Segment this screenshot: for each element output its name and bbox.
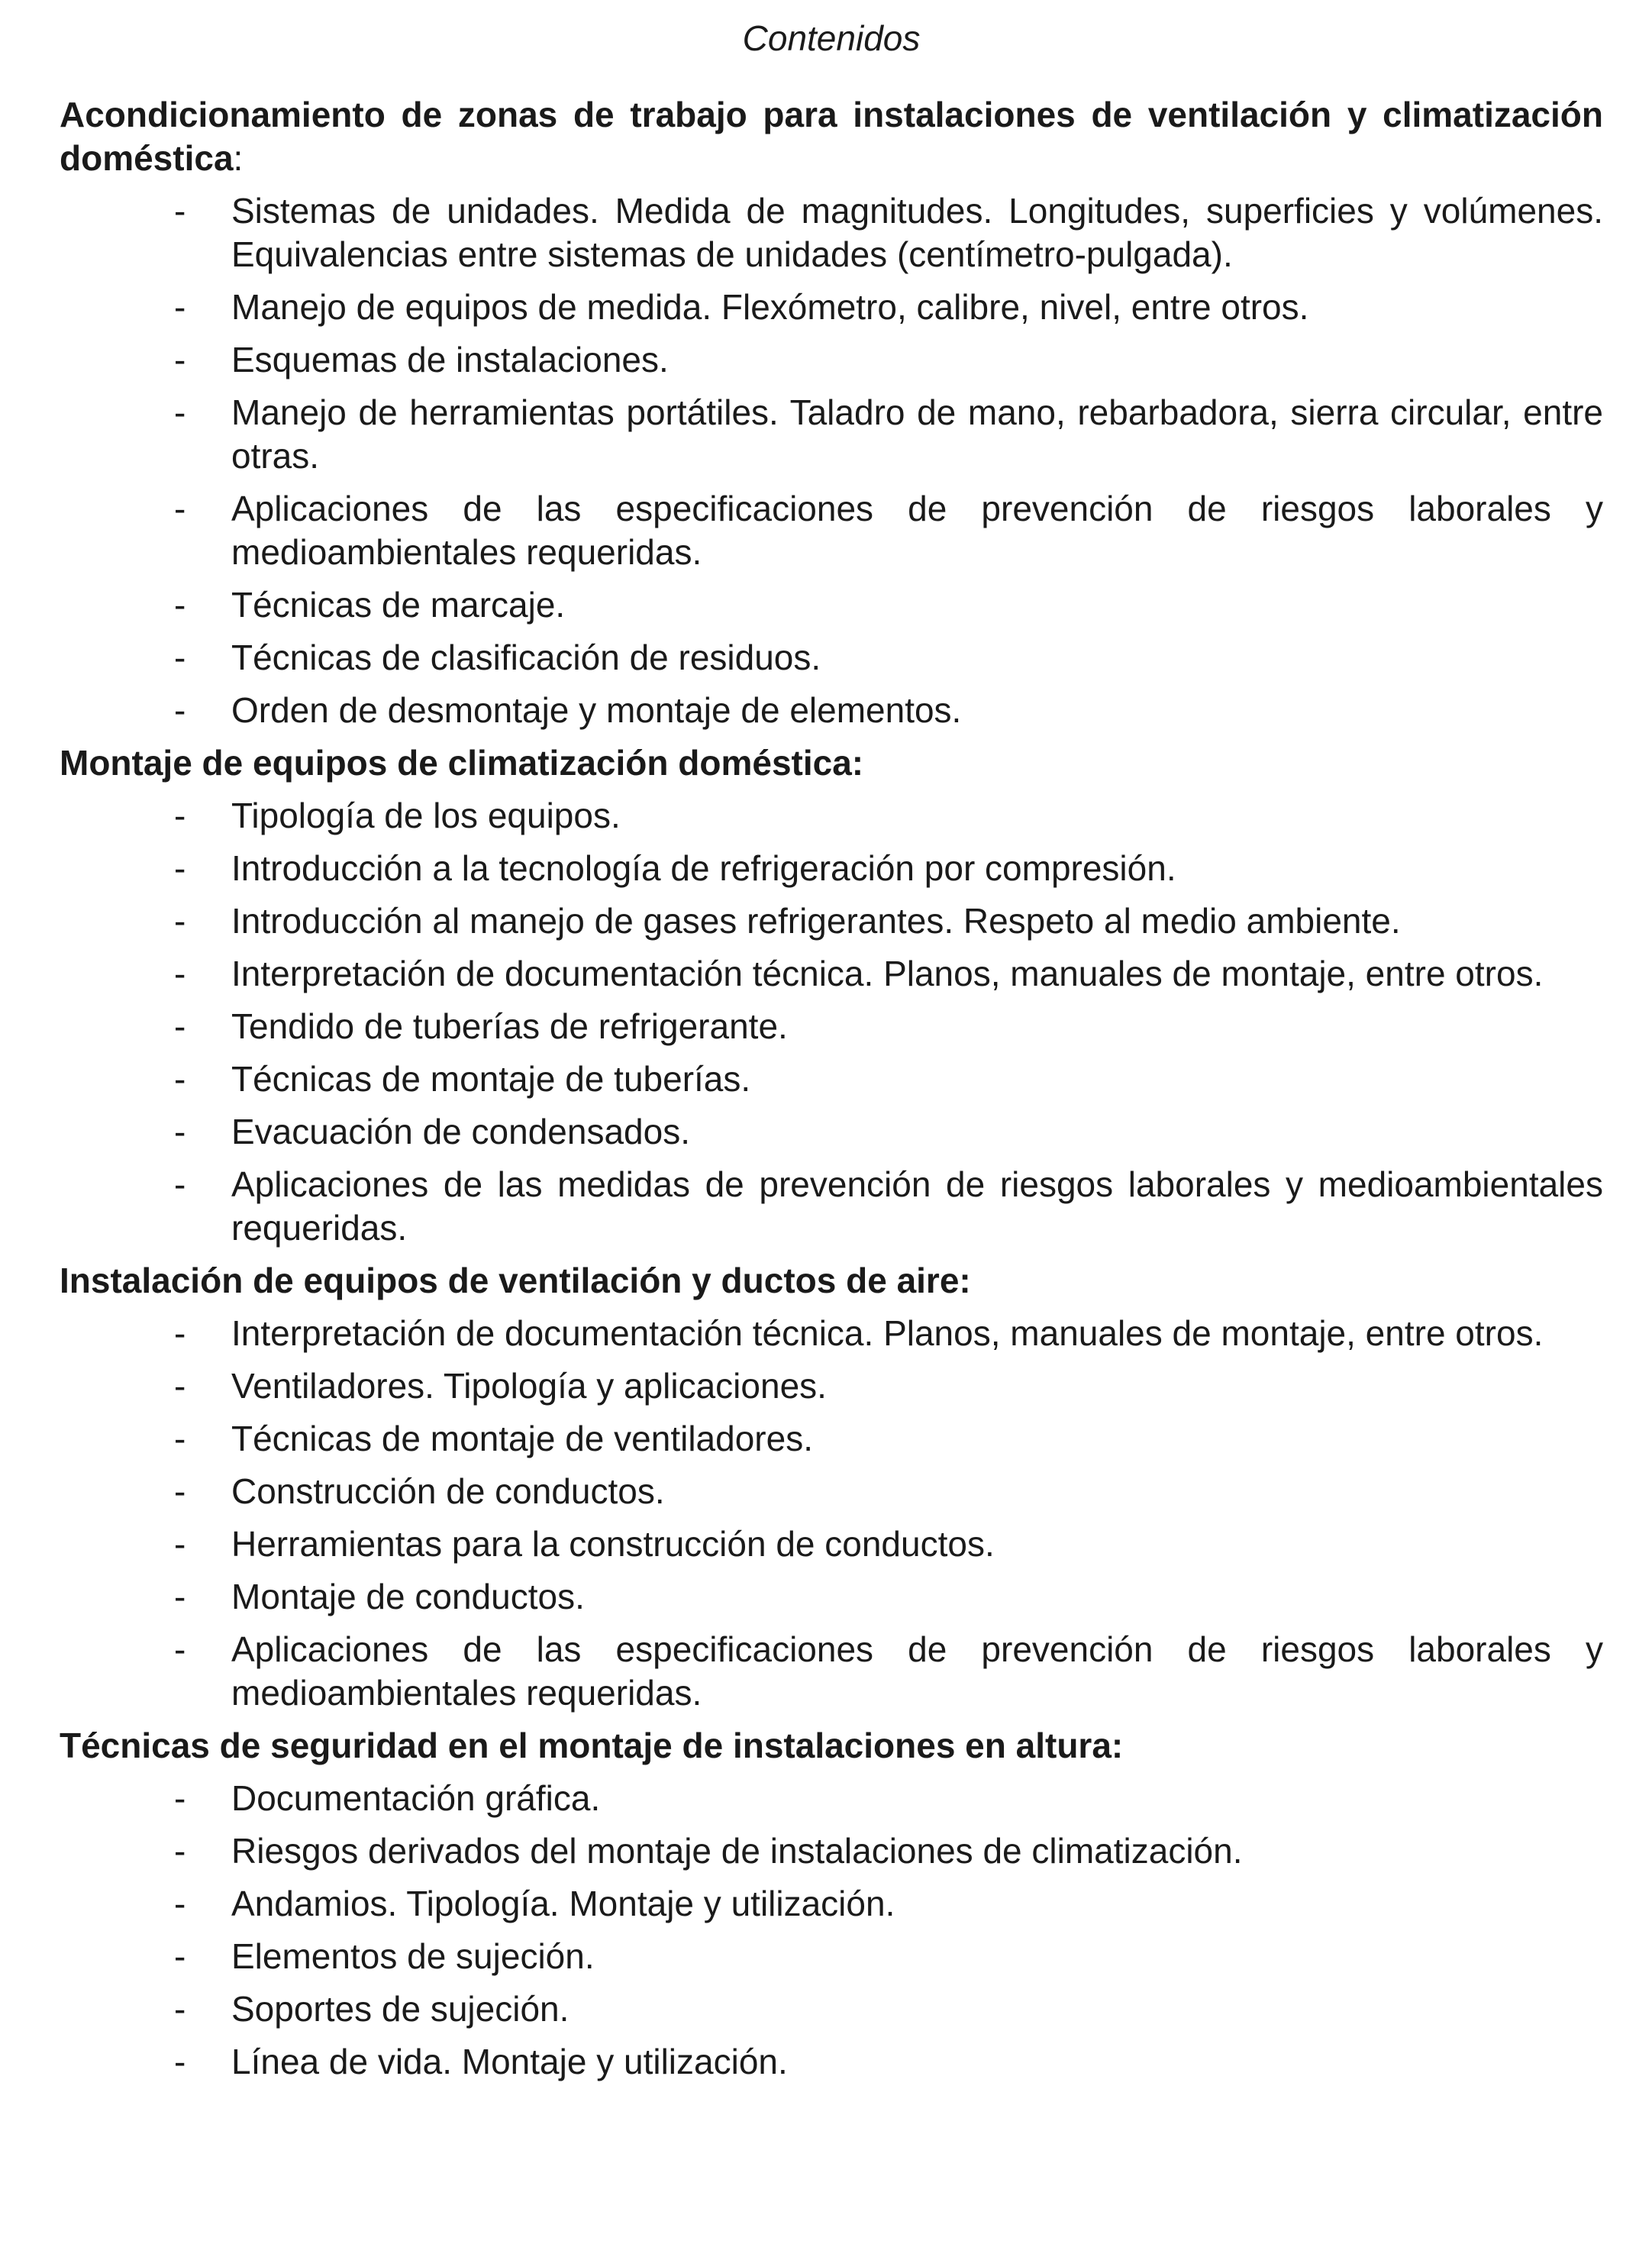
list-item-text: Ventiladores. Tipología y aplicaciones. <box>231 1366 827 1406</box>
list-item <box>60 1777 1603 1820</box>
list-bullet: - <box>174 340 186 379</box>
list-bullet: - <box>174 848 186 888</box>
list-item-text: Tendido de tuberías de refrigerante. <box>231 1006 788 1046</box>
list-item-text: Orden de desmontaje y montaje de elementos. <box>231 690 962 730</box>
list-item <box>60 899 1603 943</box>
section-heading-colon: : <box>959 1261 971 1300</box>
list-item-text: Riesgos derivados del montaje de instalaciones de climatización. <box>231 1831 1243 1871</box>
page-title: Contenidos <box>742 18 921 58</box>
list-bullet: - <box>174 1059 186 1099</box>
list-item-text: Aplicaciones de las medidas de prevención de riesgos laborales y medioambientales requeridas. <box>231 1164 1603 1248</box>
list-bullet: - <box>174 1471 186 1511</box>
list-item <box>60 1312 1603 1355</box>
list-item-text: Aplicaciones de las especificaciones de prevención de riesgos laborales y medioambientales requeridas. <box>231 1629 1603 1713</box>
list-item <box>60 1163 1603 1250</box>
section <box>60 741 1603 1250</box>
list-item <box>60 1110 1603 1154</box>
section <box>60 1259 1603 1715</box>
list-item <box>60 689 1603 732</box>
list-bullet: - <box>174 954 186 993</box>
list-item <box>60 1628 1603 1715</box>
list-item-text: Evacuación de condensados. <box>231 1112 690 1151</box>
list-item-text: Línea de vida. Montaje y utilización. <box>231 2042 788 2081</box>
list-bullet: - <box>174 489 186 528</box>
list-bullet: - <box>174 1778 186 1818</box>
list-item-text: Montaje de conductos. <box>231 1577 585 1616</box>
list-item <box>60 583 1603 627</box>
list-bullet: - <box>174 1577 186 1616</box>
list-item <box>60 1417 1603 1461</box>
list-item <box>60 794 1603 838</box>
list-bullet: - <box>174 690 186 730</box>
list-item <box>60 1470 1603 1513</box>
section-heading-text: Técnicas de seguridad en el montaje de instalaciones en altura <box>60 1726 1112 1765</box>
list-item-text: Interpretación de documentación técnica. Planos, manuales de montaje, entre otros. <box>231 954 1544 993</box>
list-item <box>60 1575 1603 1619</box>
list-item-text: Técnicas de montaje de ventiladores. <box>231 1419 813 1458</box>
list-bullet: - <box>174 1524 186 1564</box>
list-item-text: Sistemas de unidades. Medida de magnitudes. Longitudes, superficies y volúmenes. Equivalencias entre sistemas de unidades (centímetro-pulgada). <box>231 191 1603 274</box>
list-item <box>60 1364 1603 1408</box>
list-item <box>60 847 1603 890</box>
list-bullet: - <box>174 1419 186 1458</box>
sections-container <box>60 93 1603 2084</box>
section-heading-colon: : <box>851 743 864 783</box>
list-item-text: Técnicas de marcaje. <box>231 585 566 625</box>
list-item <box>60 286 1603 329</box>
section-heading-text: Acondicionamiento de zonas de trabajo para instalaciones de ventilación y climatización doméstica <box>60 95 1603 178</box>
list-item-text: Aplicaciones de las especificaciones de prevención de riesgos laborales y medioambientales requeridas. <box>231 489 1603 572</box>
document-page <box>60 0 1603 2084</box>
list-item <box>60 338 1603 382</box>
list-item <box>60 1005 1603 1048</box>
list-item-text: Técnicas de montaje de tuberías. <box>231 1059 751 1099</box>
list-item <box>60 1935 1603 1978</box>
list-bullet: - <box>174 796 186 835</box>
list-bullet: - <box>174 191 186 231</box>
list-bullet: - <box>174 1112 186 1151</box>
list-bullet: - <box>174 1831 186 1871</box>
list-item <box>60 487 1603 574</box>
list-item <box>60 636 1603 680</box>
section-heading <box>60 741 1603 785</box>
list-bullet: - <box>174 287 186 327</box>
list-item <box>60 952 1603 996</box>
section-heading-text: Montaje de equipos de climatización doméstica <box>60 743 852 783</box>
list-item <box>60 1829 1603 1873</box>
list-item-text: Herramientas para la construcción de conductos. <box>231 1524 995 1564</box>
list-bullet: - <box>174 638 186 677</box>
section-heading <box>60 1724 1603 1768</box>
list-item <box>60 2040 1603 2084</box>
content-list <box>60 1312 1603 1715</box>
list-item-text: Manejo de equipos de medida. Flexómetro, calibre, nivel, entre otros. <box>231 287 1309 327</box>
list-item <box>60 1057 1603 1101</box>
list-item-text: Interpretación de documentación técnica. Planos, manuales de montaje, entre otros. <box>231 1313 1544 1353</box>
list-bullet: - <box>174 392 186 432</box>
list-bullet: - <box>174 585 186 625</box>
section-heading-text: Instalación de equipos de ventilación y ductos de aire <box>60 1261 960 1300</box>
section-heading <box>60 93 1603 180</box>
section-heading-colon: : <box>1111 1726 1124 1765</box>
list-item <box>60 189 1603 276</box>
list-bullet: - <box>174 2042 186 2081</box>
list-item-text: Introducción al manejo de gases refrigerantes. Respeto al medio ambiente. <box>231 901 1401 941</box>
content-list <box>60 794 1603 1250</box>
list-item-text: Introducción a la tecnología de refrigeración por compresión. <box>231 848 1176 888</box>
list-bullet: - <box>174 1006 186 1046</box>
list-item-text: Manejo de herramientas portátiles. Taladro de mano, rebarbadora, sierra circular, entre otras. <box>231 392 1603 476</box>
list-item-text: Tipología de los equipos. <box>231 796 621 835</box>
list-bullet: - <box>174 1313 186 1353</box>
list-bullet: - <box>174 1989 186 2029</box>
list-bullet: - <box>174 901 186 941</box>
list-item-text: Soportes de sujeción. <box>231 1989 569 2029</box>
section-heading-colon: : <box>233 138 244 178</box>
list-bullet: - <box>174 1936 186 1976</box>
list-item-text: Esquemas de instalaciones. <box>231 340 669 379</box>
list-item <box>60 1987 1603 2031</box>
list-bullet: - <box>174 1366 186 1406</box>
list-item <box>60 1882 1603 1926</box>
content-list <box>60 189 1603 732</box>
list-item <box>60 1522 1603 1566</box>
list-bullet: - <box>174 1629 186 1669</box>
list-item-text: Técnicas de clasificación de residuos. <box>231 638 821 677</box>
list-item-text: Documentación gráfica. <box>231 1778 601 1818</box>
list-item <box>60 391 1603 478</box>
section <box>60 93 1603 732</box>
list-item-text: Andamios. Tipología. Montaje y utilización. <box>231 1884 895 1923</box>
list-item-text: Construcción de conductos. <box>231 1471 665 1511</box>
list-item-text: Elementos de sujeción. <box>231 1936 595 1976</box>
list-bullet: - <box>174 1164 186 1204</box>
section <box>60 1724 1603 2084</box>
content-list <box>60 1777 1603 2084</box>
section-heading <box>60 1259 1603 1303</box>
list-bullet: - <box>174 1884 186 1923</box>
